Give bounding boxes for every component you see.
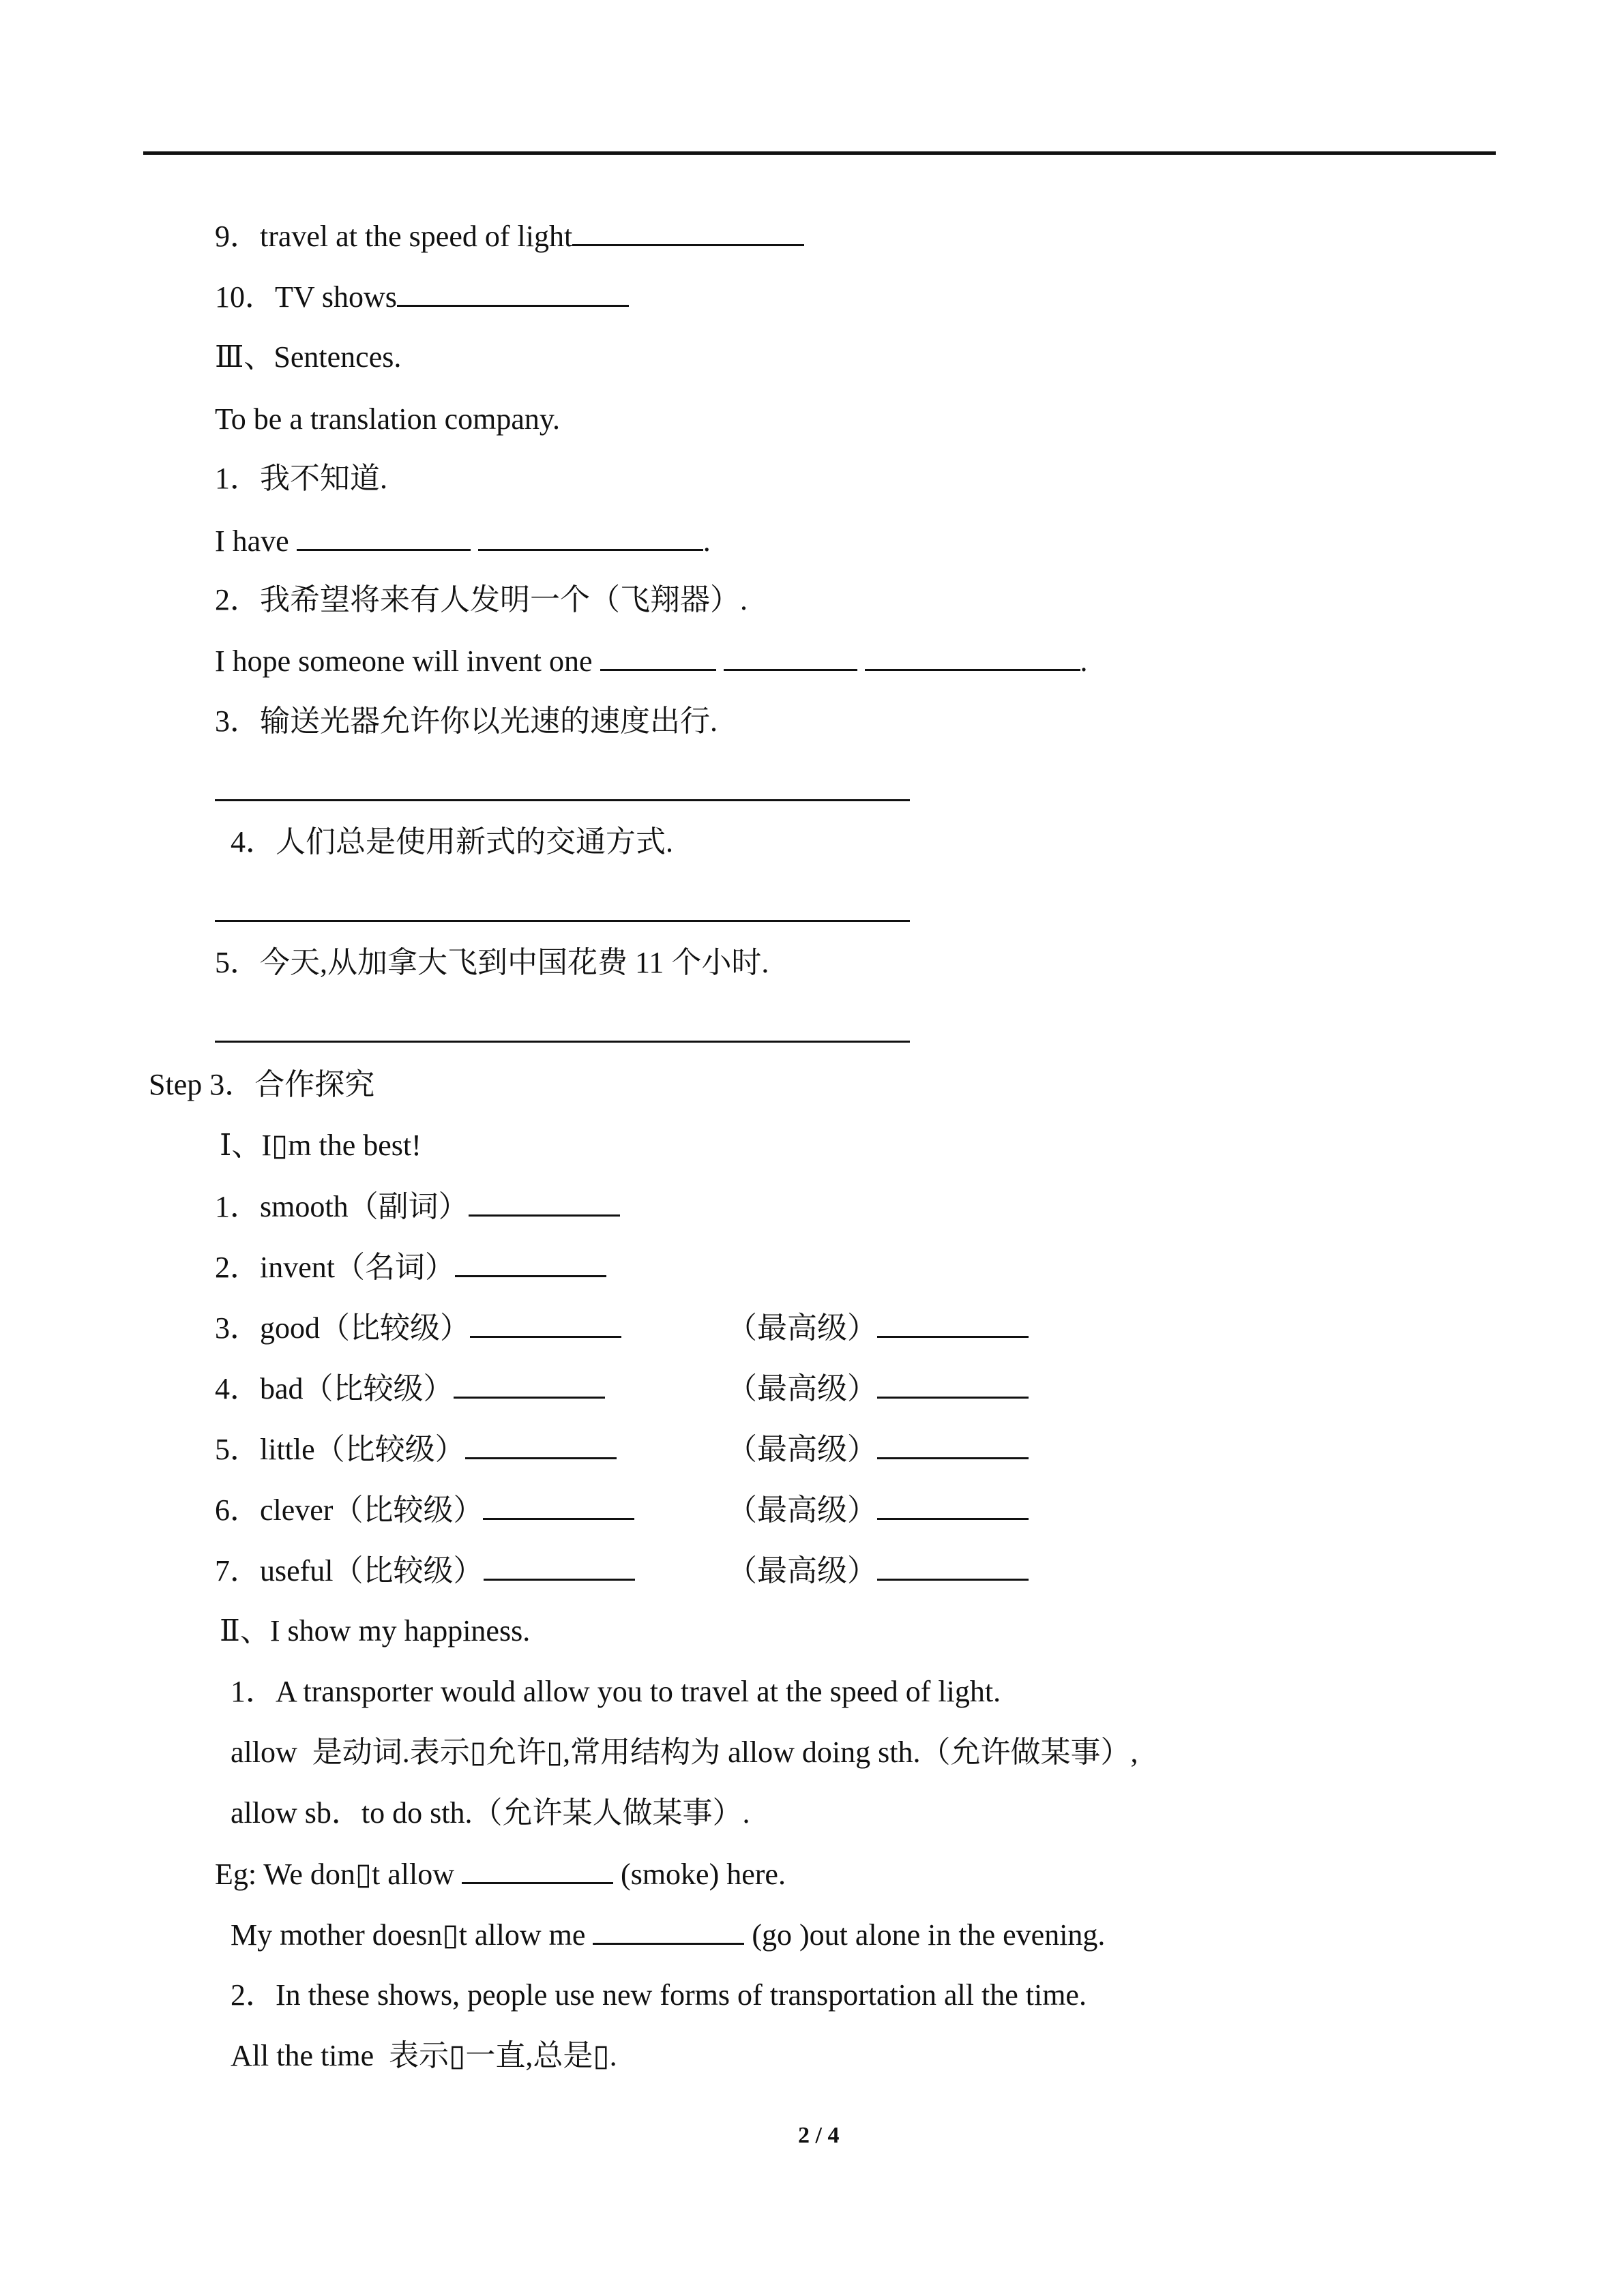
word-item: 1．smooth（副词） <box>215 1187 620 1226</box>
answer-blank[interactable] <box>877 1369 1029 1399</box>
answer-blank[interactable] <box>483 1491 634 1520</box>
word-item: 6．clever（比较级） <box>215 1491 634 1530</box>
sentence-3-chinese: 3．输送光器允许你以光速的速度出行. <box>215 704 718 738</box>
answer-blank[interactable] <box>877 1551 1029 1581</box>
answer-blank[interactable] <box>454 1369 605 1399</box>
word-item: 4．bad（比较级） <box>215 1369 605 1408</box>
answer-blank[interactable] <box>572 217 804 246</box>
example-1: Eg: We don▯t allow (smoke) here. <box>215 1855 786 1894</box>
word-item-superlative: （最高级） <box>727 1491 1029 1530</box>
step-3-title: Step 3．合作探究 <box>149 1068 375 1101</box>
word-item: 7．useful（比较级） <box>215 1551 635 1590</box>
answer-blank[interactable] <box>600 642 716 671</box>
answer-blank[interactable] <box>462 1855 613 1884</box>
answer-blank[interactable] <box>470 1309 621 1338</box>
item-9: 9．travel at the speed of light <box>215 217 804 256</box>
point-1-note: allow sb．to do sth.（允许某人做某事）. <box>231 1796 750 1830</box>
word-item-superlative: （最高级） <box>727 1369 1029 1408</box>
answer-line-3[interactable] <box>215 799 910 801</box>
word-item-superlative: （最高级） <box>727 1309 1029 1347</box>
word-item: 5．little（比较级） <box>215 1430 617 1469</box>
answer-line-4[interactable] <box>215 920 910 922</box>
point-2-note: All the time 表示▯一直,总是▯. <box>231 2039 617 2072</box>
answer-blank[interactable] <box>478 522 703 551</box>
example-2: My mother doesn▯t allow me (go )out alone in the evening. <box>231 1915 1105 1954</box>
answer-line-5[interactable] <box>215 1041 910 1043</box>
answer-blank[interactable] <box>469 1187 620 1217</box>
answer-blank[interactable] <box>877 1309 1029 1338</box>
header-rule <box>143 151 1496 155</box>
answer-blank[interactable] <box>865 642 1080 671</box>
part-2-heading: Ⅱ、I show my happiness. <box>220 1614 531 1648</box>
answer-blank[interactable] <box>724 642 857 671</box>
answer-blank[interactable] <box>397 278 629 307</box>
sentence-1-english: I have . <box>215 522 711 561</box>
sentence-2-english: I hope someone will invent one . <box>215 642 1088 681</box>
word-item: 2．invent（名词） <box>215 1248 606 1287</box>
answer-blank[interactable] <box>877 1491 1029 1520</box>
answer-blank[interactable] <box>455 1248 606 1277</box>
answer-blank[interactable] <box>465 1430 617 1459</box>
page-number: 2 / 4 <box>798 2123 840 2148</box>
word-item-superlative: （最高级） <box>727 1430 1029 1469</box>
word-item: 3．good（比较级） <box>215 1309 621 1347</box>
part-1-heading: Ⅰ、I▯m the best! <box>220 1129 422 1162</box>
sentence-2-chinese: 2．我希望将来有人发明一个（飞翔器）. <box>215 583 748 616</box>
point-1: 1．A transporter would allow you to travel at the speed of light. <box>231 1675 1001 1708</box>
point-1-note: allow 是动词.表示▯允许▯,常用结构为 allow doing sth.（允许做某事）, <box>231 1735 1138 1769</box>
sentences-heading: Ⅲ、Sentences. <box>215 340 402 374</box>
point-2: 2．In these shows, people use new forms of transportation all the time. <box>231 1978 1087 2012</box>
answer-blank[interactable] <box>484 1551 635 1581</box>
sentence-5-chinese: 5．今天,从加拿大飞到中国花费 11 个小时. <box>215 946 769 979</box>
answer-blank[interactable] <box>877 1430 1029 1459</box>
answer-blank[interactable] <box>593 1915 744 1945</box>
word-item-superlative: （最高级） <box>727 1551 1029 1590</box>
sentence-4-chinese: 4．人们总是使用新式的交通方式. <box>231 825 673 859</box>
translation-intro: To be a translation company. <box>215 402 561 436</box>
item-10: 10．TV shows <box>215 278 629 316</box>
answer-blank[interactable] <box>297 522 471 551</box>
sentence-1-chinese: 1．我不知道. <box>215 462 387 495</box>
